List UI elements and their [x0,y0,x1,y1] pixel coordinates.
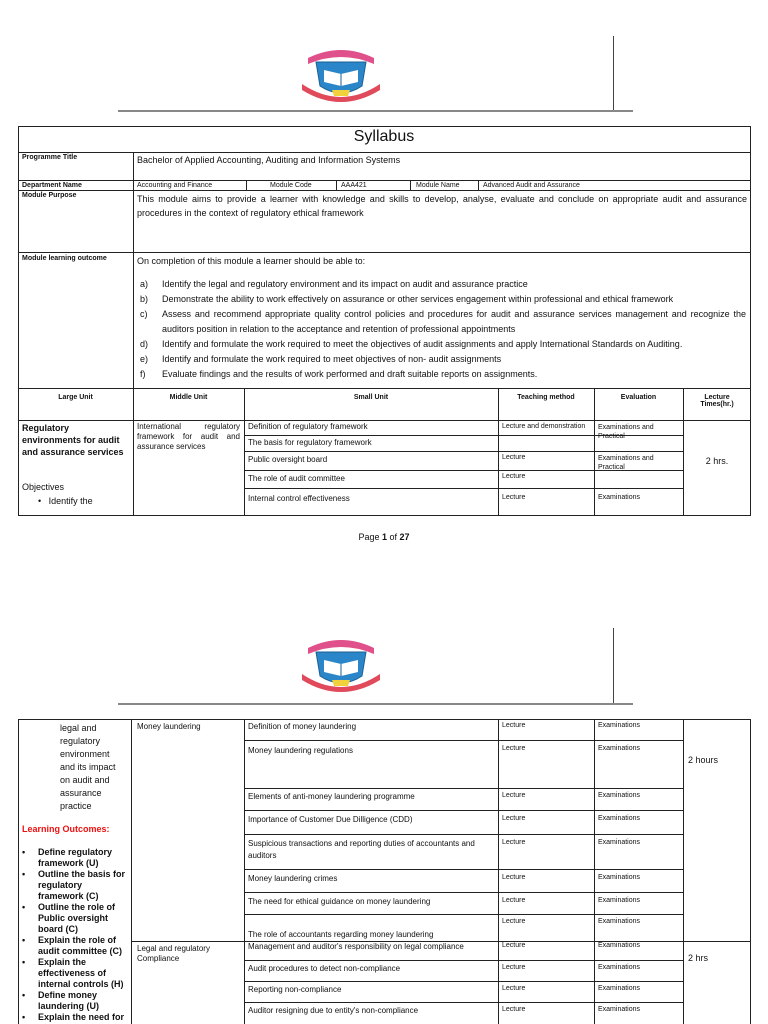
teaching-cell: Lecture [502,839,526,846]
objectives-label: Objectives [22,482,65,492]
lo-bullet: • Explain the need for [18,1012,130,1023]
table-rule [594,388,595,516]
module-purpose-value: This module aims to provide a learner with knowledge and skills to develop, analyse, evaluate and conclude on appropriate audit and assurance procedures in the context of regulatory ethical framework [137,194,747,218]
teaching-cell: Lecture [502,473,526,480]
outcome-item: c) Assess and recommend appropriate quality control policies and procedures for audit and assurance services management and recognize the auditors position in relation to the acceptance and retention of professional appointments [140,309,746,334]
teaching-cell: Lecture [502,722,526,729]
evaluation-cell: Examinations [598,985,641,992]
module-name-label: Module Name [416,182,460,189]
table-rule [244,719,245,1024]
evaluation-cell: Examinations [598,792,641,799]
syllabus-title: Syllabus [353,128,415,145]
small-unit-cell: The need for ethical guidance on money laundering [248,897,431,906]
header-middle-unit: Middle Unit [169,394,208,401]
teaching-cell: Lecture [502,494,526,501]
department-label: Department Name [22,182,82,189]
institution-logo [296,630,386,700]
evaluation-cell: Examinations and Practical [598,424,654,440]
table-rule [336,180,337,190]
table-rule [244,869,683,870]
large-unit-continuation: legal and regulatory environment and its impact on audit and assurance practice [60,723,116,811]
table-rule [478,180,479,190]
small-unit-cell: Reporting non-compliance [248,985,342,994]
table-rule [244,740,683,741]
programme-title-label: Programme Title [22,154,78,161]
evaluation-cell: Examinations [598,839,641,846]
small-unit-cell: Public oversight board [248,455,328,464]
small-unit-cell: The role of audit committee [248,474,345,483]
evaluation-cell: Examinations [598,918,641,925]
small-unit-cell: The basis for regulatory framework [248,438,372,447]
header-rule [118,703,633,705]
learning-outcomes-bullets [18,847,130,1023]
table-rule [244,981,683,982]
objective-bullet: • Identify the [38,496,93,506]
learning-outcome-label: Module learning outcome [22,255,107,262]
table-rule [244,892,683,893]
table-rule [244,451,683,452]
evaluation-cell: Examinations [598,942,641,949]
teaching-cell: Lecture [502,454,526,461]
table-rule [244,810,683,811]
header-lecture-times: Lecture Times(hr.) [700,394,734,408]
header-rule [118,110,633,112]
small-unit-cell: Elements of anti-money laundering programme [248,792,415,801]
table-rule [244,488,683,489]
evaluation-cell: Examinations [598,964,641,971]
teaching-cell: Lecture [502,985,526,992]
header-small-unit: Small Unit [353,394,389,401]
header-teaching-method: Teaching method [517,394,575,401]
lo-bullet: • Define regulatory framework (U) [18,847,130,869]
teaching-cell: Lecture [502,815,526,822]
page-number: Page 1 of 27 [358,532,410,542]
lo-bullet: • Explain the effectiveness of internal controls (H) [18,957,130,990]
table-rule [18,190,751,191]
table-rule [244,388,245,516]
small-unit-cell: Money laundering crimes [248,874,338,883]
module-code-label: Module Code [270,182,312,189]
evaluation-cell: Examinations and Practical [598,455,654,471]
teaching-cell: Lecture [502,942,526,949]
small-unit-cell: Management and auditor's responsibility on legal compliance [248,942,464,951]
middle-unit-text: Legal and regulatory Compliance [137,944,210,963]
small-unit-cell: Definition of money laundering [248,722,357,731]
teaching-cell: Lecture [502,745,526,752]
learning-outcome-intro: On completion of this module a learner should be able to: [137,256,366,266]
table-rule [244,788,683,789]
teaching-cell: Lecture [502,874,526,881]
table-rule [594,719,595,1024]
outcome-item: a) Identify the legal and regulatory environment and its impact on audit and assurance practice [140,279,528,289]
table-rule [498,388,499,516]
teaching-cell: Lecture [502,1006,526,1013]
table-rule [244,914,683,915]
table-rule [683,719,684,1024]
header-divider [613,628,614,704]
outcome-item: b) Demonstrate the ability to work effectively on assurance or other services engagement within professional and ethical framework [140,294,674,304]
evaluation-cell: Examinations [598,722,641,729]
lecture-time-cell: 2 hrs [688,953,709,963]
middle-unit-text: Money laundering [137,722,201,731]
table-rule [244,834,683,835]
table-rule [18,388,751,389]
table-rule [18,152,751,153]
lo-bullet: • Define money laundering (U) [18,990,130,1012]
lecture-time-cell: 2 hrs. [705,456,729,466]
header-large-unit: Large Unit [58,394,93,401]
table-rule [683,388,684,516]
small-unit-cell: The role of accountants regarding money laundering [248,930,434,939]
small-unit-cell: Importance of Customer Due Dilligence (CDD) [248,815,413,824]
large-unit-text: Regulatory environments for audit and assurance services [22,423,124,457]
table-rule [131,719,132,1024]
teaching-cell: Lecture [502,964,526,971]
teaching-cell: Lecture [502,918,526,925]
small-unit-cell: Auditor resigning due to entity's non-compliance [248,1006,419,1015]
lecture-time-cell: 2 hours [688,755,719,765]
table-rule [18,252,751,253]
evaluation-cell: Examinations [598,494,641,501]
table-rule [18,420,751,421]
table-rule [750,719,751,1024]
teaching-cell: Lecture [502,897,526,904]
lo-bullet: • Outline the role of Public oversight board (C) [18,902,130,935]
evaluation-cell: Examinations [598,897,641,904]
small-unit-cell: Internal control effectiveness [248,494,350,503]
outcome-item: d) Identify and formulate the work required to meet the objectives of audit assignments and apply International Standards on Auditing. [140,339,683,349]
programme-title-value: Bachelor of Applied Accounting, Auditing and Information Systems [137,155,401,165]
module-name-value: Advanced Audit and Assurance [483,182,580,189]
table-rule [498,719,499,1024]
small-unit-cell: Money laundering regulations [248,746,353,755]
teaching-cell: Lecture and demonstration [502,423,586,430]
module-purpose-label: Module Purpose [22,192,77,199]
department-value: Accounting and Finance [137,182,213,189]
header-evaluation: Evaluation [620,394,657,401]
small-unit-cell: Definition of regulatory framework [248,422,368,431]
header-divider [613,36,614,110]
table-rule [244,960,683,961]
learning-outcomes-heading: Learning Outcomes: [22,824,110,834]
small-unit-cell: Audit procedures to detect non-compliance [248,964,401,973]
learning-outcome-list [134,277,746,382]
table-rule [18,180,751,181]
institution-logo [296,40,386,110]
outcome-item: f) Evaluate findings and the results of work performed and draft suitable reports on assignments. [140,369,538,379]
evaluation-cell: Examinations [598,874,641,881]
table-rule [18,719,751,720]
lo-bullet: • Outline the basis for regulatory framework (C) [18,869,130,902]
middle-unit-text: International regulatory framework for audit and assurance services [137,422,240,451]
lo-bullet: • Explain the role of audit committee (C) [18,935,130,957]
evaluation-cell: Examinations [598,745,641,752]
table-rule [410,180,411,190]
small-unit-cell: Suspicious transactions and reporting duties of accountants and auditors [248,839,475,860]
table-rule [244,1002,683,1003]
evaluation-cell: Examinations [598,1006,641,1013]
module-code-value: AAA421 [341,182,367,189]
evaluation-cell: Examinations [598,815,641,822]
teaching-cell: Lecture [502,792,526,799]
outcome-item: e) Identify and formulate the work required to meet objectives of non- audit assignments [140,354,502,364]
table-rule [246,180,247,190]
